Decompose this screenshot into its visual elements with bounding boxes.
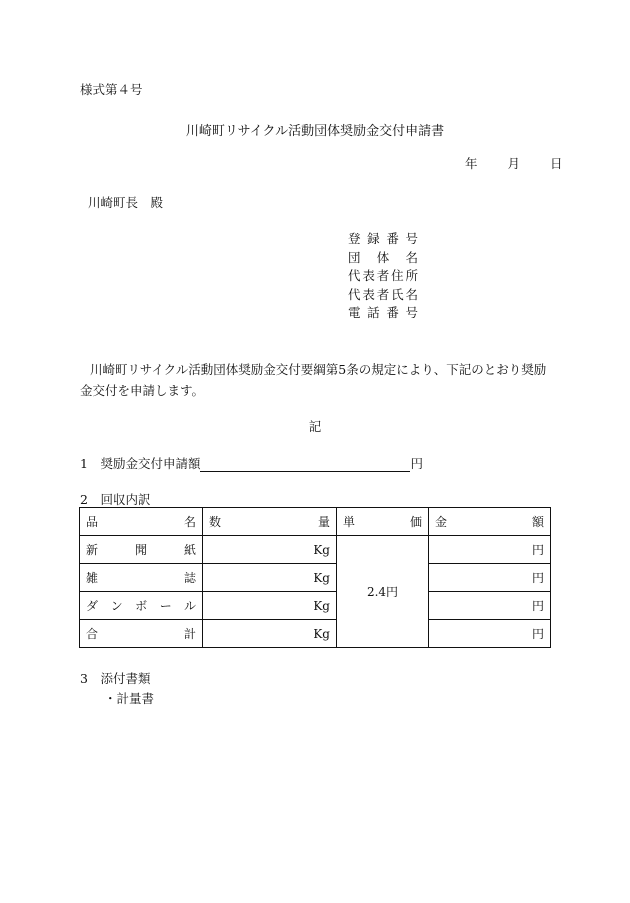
header-quantity: 数 量 <box>203 508 337 536</box>
section-1-unit: 円 <box>410 456 423 471</box>
row-name-magazine: 雑誌 <box>80 564 203 592</box>
row-amount-unit: 円 <box>429 620 551 648</box>
body-text: 川崎町リサイクル活動団体奨励金交付要綱第5条の規定により、下記のとおり奨励金交付を申請します。 <box>80 362 547 398</box>
attachment-item: ・計量書 <box>104 691 155 706</box>
form-number: 様式第４号 <box>80 82 143 97</box>
document-title: 川崎町リサイクル活動団体奨励金交付申請書 <box>185 124 445 139</box>
unit-price-value: 2.4円 <box>337 536 429 648</box>
field-representative-address: 代表者住所 <box>348 268 418 283</box>
table-row <box>80 620 551 648</box>
section-1-label: 1 奨励金交付申請額 <box>80 456 201 471</box>
row-name-cardboard: ダンボール <box>80 592 203 620</box>
section-3-label: 3 添付書類 <box>80 671 151 686</box>
row-qty-unit: Kg <box>203 536 337 564</box>
row-name-total: 合計 <box>80 620 203 648</box>
row-amount-unit: 円 <box>429 564 551 592</box>
field-registration-number: 登録番号 <box>348 231 418 246</box>
collection-table <box>79 507 551 648</box>
field-representative-name: 代表者氏名 <box>348 286 418 302</box>
header-unit-price: 単 価 <box>337 508 429 536</box>
date-day: 日 <box>550 156 563 171</box>
section-1-amount <box>80 454 423 472</box>
table-row <box>80 592 551 620</box>
date-month: 月 <box>507 156 521 171</box>
field-phone-number: 電話番号 <box>348 305 418 320</box>
row-amount-unit: 円 <box>429 536 551 564</box>
row-amount-unit: 円 <box>429 592 551 620</box>
ki-heading: 記 <box>308 419 322 434</box>
row-qty-unit: Kg <box>203 592 337 620</box>
row-qty-unit: Kg <box>203 620 337 648</box>
date-year: 年 <box>465 156 478 171</box>
table-row <box>80 564 551 592</box>
table-header-row <box>80 508 551 536</box>
applicant-fields <box>348 230 418 323</box>
row-name-newspaper: 新聞紙 <box>80 536 203 564</box>
row-qty-unit: Kg <box>203 564 337 592</box>
date-line <box>465 154 563 172</box>
amount-blank-line <box>200 458 410 472</box>
table-row <box>80 536 551 564</box>
field-group-name: 団体名 <box>348 249 418 265</box>
header-amount: 金 額 <box>429 508 551 536</box>
header-item: 品 名 <box>80 508 203 536</box>
section-2-label: 2 回収内訳 <box>80 492 151 507</box>
addressee: 川崎町長 殿 <box>88 195 164 210</box>
